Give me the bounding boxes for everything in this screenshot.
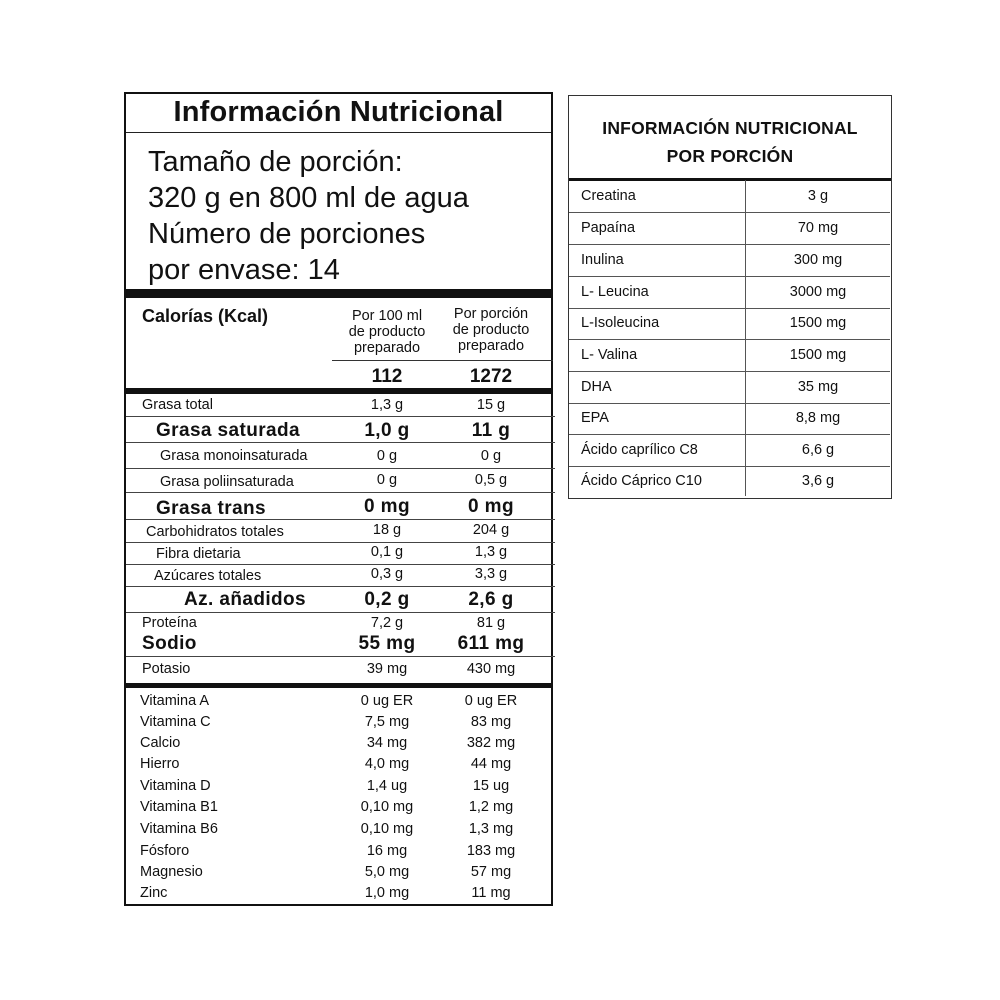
row-label: L- Leucina: [581, 284, 649, 300]
table-row: [569, 466, 890, 498]
per-serving-table: [568, 95, 892, 499]
row-label: L-Isoleucina: [581, 315, 660, 331]
vitamin-label: Vitamina B6: [140, 821, 218, 837]
vitamin-label: Vitamina D: [140, 778, 211, 794]
row-label: DHA: [581, 379, 612, 395]
row-value: 3 g: [807, 188, 829, 204]
nutrient-label: Az. añadidos: [184, 589, 306, 610]
value-per-serving: 0 mg: [468, 496, 514, 517]
nutrient-label: Azúcares totales: [154, 568, 262, 584]
nutrient-label: Grasa trans: [156, 498, 267, 519]
vitamin-label: Zinc: [140, 885, 168, 901]
value-per-100ml: 7,2 g: [370, 615, 404, 631]
table-row: [569, 277, 890, 309]
row-divider: [126, 656, 555, 657]
row-label: L- Valina: [581, 347, 638, 363]
table-row: [569, 181, 890, 213]
value-per-serving: 611 mg: [457, 633, 525, 654]
row-label: Ácido Cáprico C10: [581, 473, 702, 489]
table-row: [569, 213, 890, 245]
table-title: [569, 114, 891, 170]
thick-divider: [126, 388, 551, 394]
column-header-per-100ml: [332, 308, 442, 356]
value-per-100ml: 0 ug ER: [360, 693, 414, 709]
row-label: Inulina: [581, 252, 624, 268]
table-row: [569, 308, 890, 340]
value-per-100ml: 39 mg: [366, 661, 408, 677]
table-row: [569, 340, 890, 372]
nutrient-label: Grasa saturada: [156, 420, 300, 441]
table-title-line: POR PORCIÓN: [666, 146, 794, 166]
calories-per-100ml: 112: [371, 366, 403, 387]
vitamin-label: Calcio: [140, 735, 181, 751]
row-label: Ácido caprílico C8: [581, 442, 698, 458]
table-row: [569, 403, 890, 435]
value-per-serving: 1,2 mg: [468, 799, 514, 815]
panel-title: Información Nutricional: [173, 96, 504, 128]
nutrient-label: Sodio: [142, 633, 197, 654]
value-per-serving: 204 g: [472, 522, 510, 538]
value-per-100ml: 1,0 mg: [364, 885, 410, 901]
row-value: 3000 mg: [789, 284, 847, 300]
value-per-100ml: 1,0 g: [364, 420, 410, 441]
row-divider: [126, 519, 555, 520]
value-per-serving: 15 ug: [472, 778, 510, 794]
value-per-100ml: 0 g: [376, 472, 398, 488]
value-per-100ml: 34 mg: [366, 735, 408, 751]
value-per-serving: 11 g: [471, 420, 511, 441]
value-per-serving: 430 mg: [466, 661, 516, 677]
column-header-per-serving: [436, 306, 546, 354]
table-title-line: INFORMACIÓN NUTRICIONAL: [602, 118, 858, 138]
row-value: 6,6 g: [801, 442, 835, 458]
value-per-serving: 1,3 mg: [468, 821, 514, 837]
value-per-100ml: 0,10 mg: [360, 821, 414, 837]
calories-per-serving: 1272: [469, 366, 513, 387]
value-per-100ml: 18 g: [372, 522, 402, 538]
column-header-line: preparado: [457, 338, 525, 354]
vitamin-label: Fósforo: [140, 843, 190, 859]
column-header-line: de producto: [348, 324, 426, 340]
column-header-line: Por 100 ml: [351, 308, 423, 324]
value-per-serving: 382 mg: [466, 735, 516, 751]
nutrient-label: Grasa monoinsaturada: [160, 448, 308, 464]
row-divider: [126, 586, 555, 587]
value-per-100ml: 0 mg: [364, 496, 410, 517]
nutrient-label: Proteína: [142, 615, 197, 631]
serving-line: 320 g en 800 ml de agua: [148, 182, 469, 214]
value-per-100ml: 0,1 g: [370, 544, 404, 560]
value-per-serving: 3,3 g: [474, 566, 508, 582]
value-per-100ml: 16 mg: [366, 843, 408, 859]
row-label: Papaína: [581, 220, 636, 236]
nutrient-label: Grasa poliinsaturada: [160, 474, 294, 490]
value-per-serving: 15 g: [476, 397, 506, 413]
value-per-100ml: 1,4 ug: [366, 778, 408, 794]
value-per-100ml: 5,0 mg: [364, 864, 410, 880]
row-divider: [126, 612, 555, 613]
value-per-serving: 1,3 g: [474, 544, 508, 560]
row-value: 300 mg: [793, 252, 843, 268]
thick-divider: [126, 289, 551, 298]
value-per-serving: 11 mg: [471, 885, 511, 901]
value-per-100ml: 1,3 g: [370, 397, 404, 413]
title-divider: [126, 132, 551, 133]
row-value: 35 mg: [797, 379, 839, 395]
row-divider: [126, 416, 555, 417]
row-value: 1500 mg: [789, 347, 847, 363]
value-per-serving: 183 mg: [466, 843, 516, 859]
row-label: Creatina: [581, 188, 636, 204]
row-divider: [126, 442, 555, 443]
nutrient-label: Fibra dietaria: [156, 546, 241, 562]
nutrition-facts-panel: [124, 92, 553, 906]
vitamin-label: Vitamina C: [140, 714, 211, 730]
row-divider: [126, 542, 555, 543]
vitamin-label: Vitamina B1: [140, 799, 218, 815]
row-label: EPA: [581, 410, 609, 426]
value-per-serving: 0,5 g: [474, 472, 508, 488]
value-per-100ml: 55 mg: [358, 633, 416, 654]
table-row: [569, 435, 890, 467]
row-value: 70 mg: [797, 220, 839, 236]
column-header-line: preparado: [353, 340, 421, 356]
table-row: [569, 245, 890, 277]
value-per-100ml: 0 g: [376, 448, 398, 464]
row-value: 8,8 mg: [795, 410, 841, 426]
value-per-serving: 44 mg: [470, 756, 512, 772]
value-per-100ml: 7,5 mg: [364, 714, 410, 730]
value-per-serving: 2,6 g: [468, 589, 514, 610]
row-divider: [126, 468, 555, 469]
serving-line: por envase: 14: [148, 254, 340, 286]
row-divider: [126, 492, 555, 493]
value-per-100ml: 0,2 g: [364, 589, 410, 610]
value-per-serving: 0 g: [480, 448, 502, 464]
value-per-100ml: 4,0 mg: [364, 756, 410, 772]
vitamin-label: Hierro: [140, 756, 180, 772]
vitamin-label: Magnesio: [140, 864, 203, 880]
nutrient-label: Carbohidratos totales: [146, 524, 284, 540]
table-row: [569, 372, 890, 404]
serving-info: [148, 144, 469, 288]
vitamin-label: Vitamina A: [140, 693, 210, 709]
value-per-100ml: 0,10 mg: [360, 799, 414, 815]
calories-label: Calorías (Kcal): [142, 306, 269, 326]
value-per-serving: 57 mg: [470, 864, 512, 880]
row-value: 1500 mg: [789, 315, 847, 331]
serving-line: Tamaño de porción:: [148, 146, 403, 178]
nutrient-label: Grasa total: [142, 397, 213, 413]
column-header-line: de producto: [452, 322, 530, 338]
value-per-100ml: 0,3 g: [370, 566, 404, 582]
column-header-line: Por porción: [453, 306, 529, 322]
row-divider: [126, 564, 555, 565]
nutrient-label: Potasio: [142, 661, 191, 677]
value-per-serving: 83 mg: [470, 714, 512, 730]
value-per-serving: 0 ug ER: [464, 693, 518, 709]
header-underline: [332, 360, 553, 361]
thick-divider: [126, 683, 551, 688]
value-per-serving: 81 g: [476, 615, 506, 631]
serving-line: Número de porciones: [148, 218, 426, 250]
row-value: 3,6 g: [801, 473, 835, 489]
